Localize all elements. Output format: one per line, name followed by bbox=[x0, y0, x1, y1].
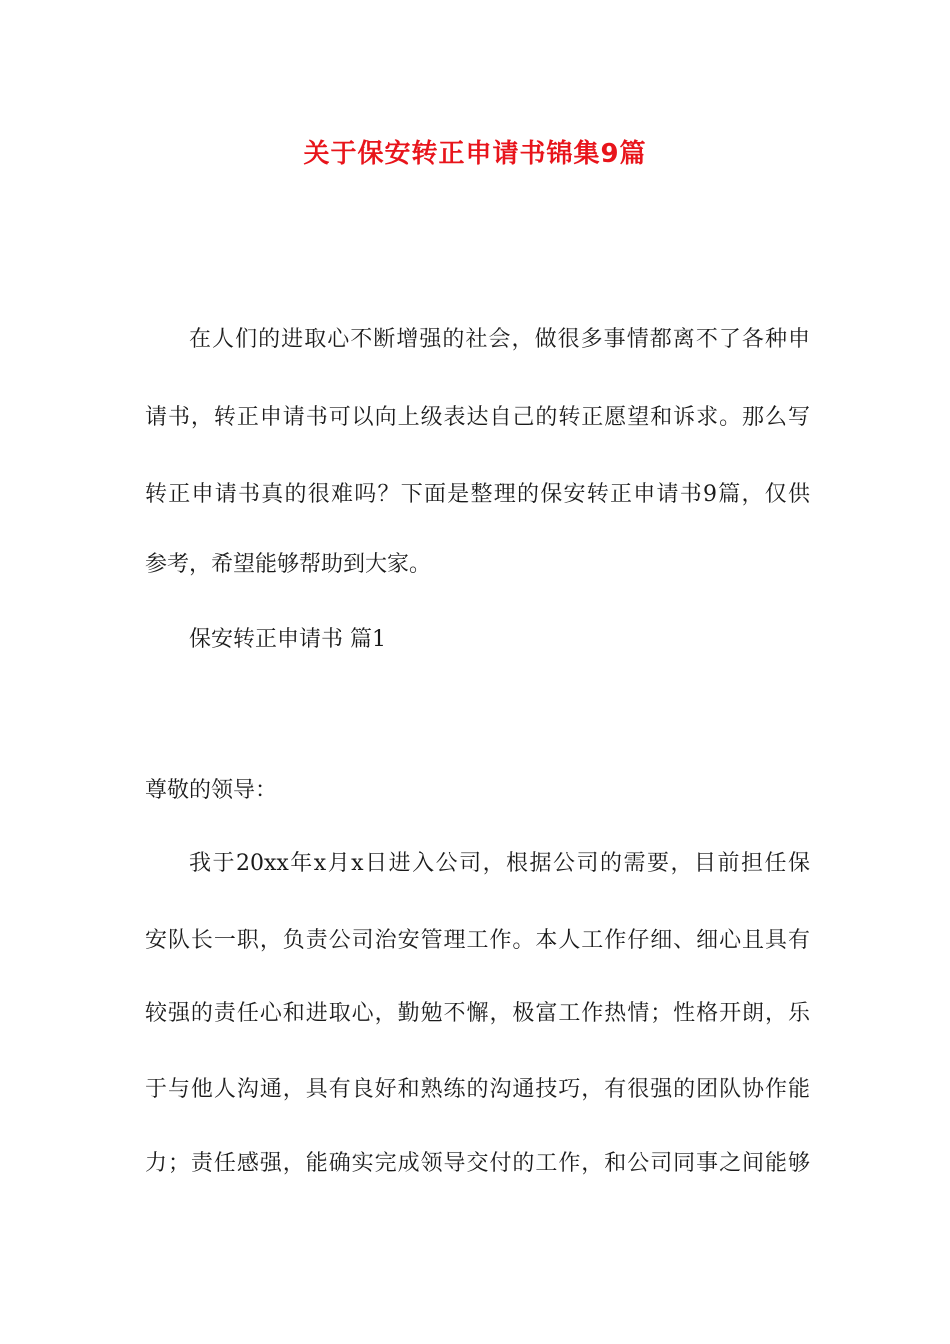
intro-line-2: 请书，转正申请书可以向上级表达自己的转正愿望和诉求。那么写 bbox=[145, 405, 810, 430]
body-line-5: 力；责任感强，能确实完成领导交付的工作，和公司同事之间能够 bbox=[145, 1151, 810, 1176]
intro-line-4: 参考，希望能够帮助到大家。 bbox=[145, 552, 432, 577]
intro-line-3: 转正申请书真的很难吗？下面是整理的保安转正申请书9篇，仅供 bbox=[145, 482, 810, 507]
body-line-2: 安队长一职，负责公司治安管理工作。本人工作仔细、细心且具有 bbox=[145, 928, 810, 953]
salutation: 尊敬的领导： bbox=[145, 778, 278, 803]
section-heading: 保安转正申请书 篇1 bbox=[189, 627, 386, 652]
body-line-3: 较强的责任心和进取心，勤勉不懈，极富工作热情；性格开朗，乐 bbox=[145, 1001, 810, 1026]
intro-line-1: 在人们的进取心不断增强的社会，做很多事情都离不了各种申 bbox=[189, 327, 810, 352]
document-title: 关于保安转正申请书锦集9篇 bbox=[303, 139, 647, 169]
body-line-4: 于与他人沟通，具有良好和熟练的沟通技巧，有很强的团队协作能 bbox=[145, 1077, 810, 1102]
body-line-1: 我于20xx年x月x日进入公司，根据公司的需要，目前担任保 bbox=[189, 851, 810, 876]
